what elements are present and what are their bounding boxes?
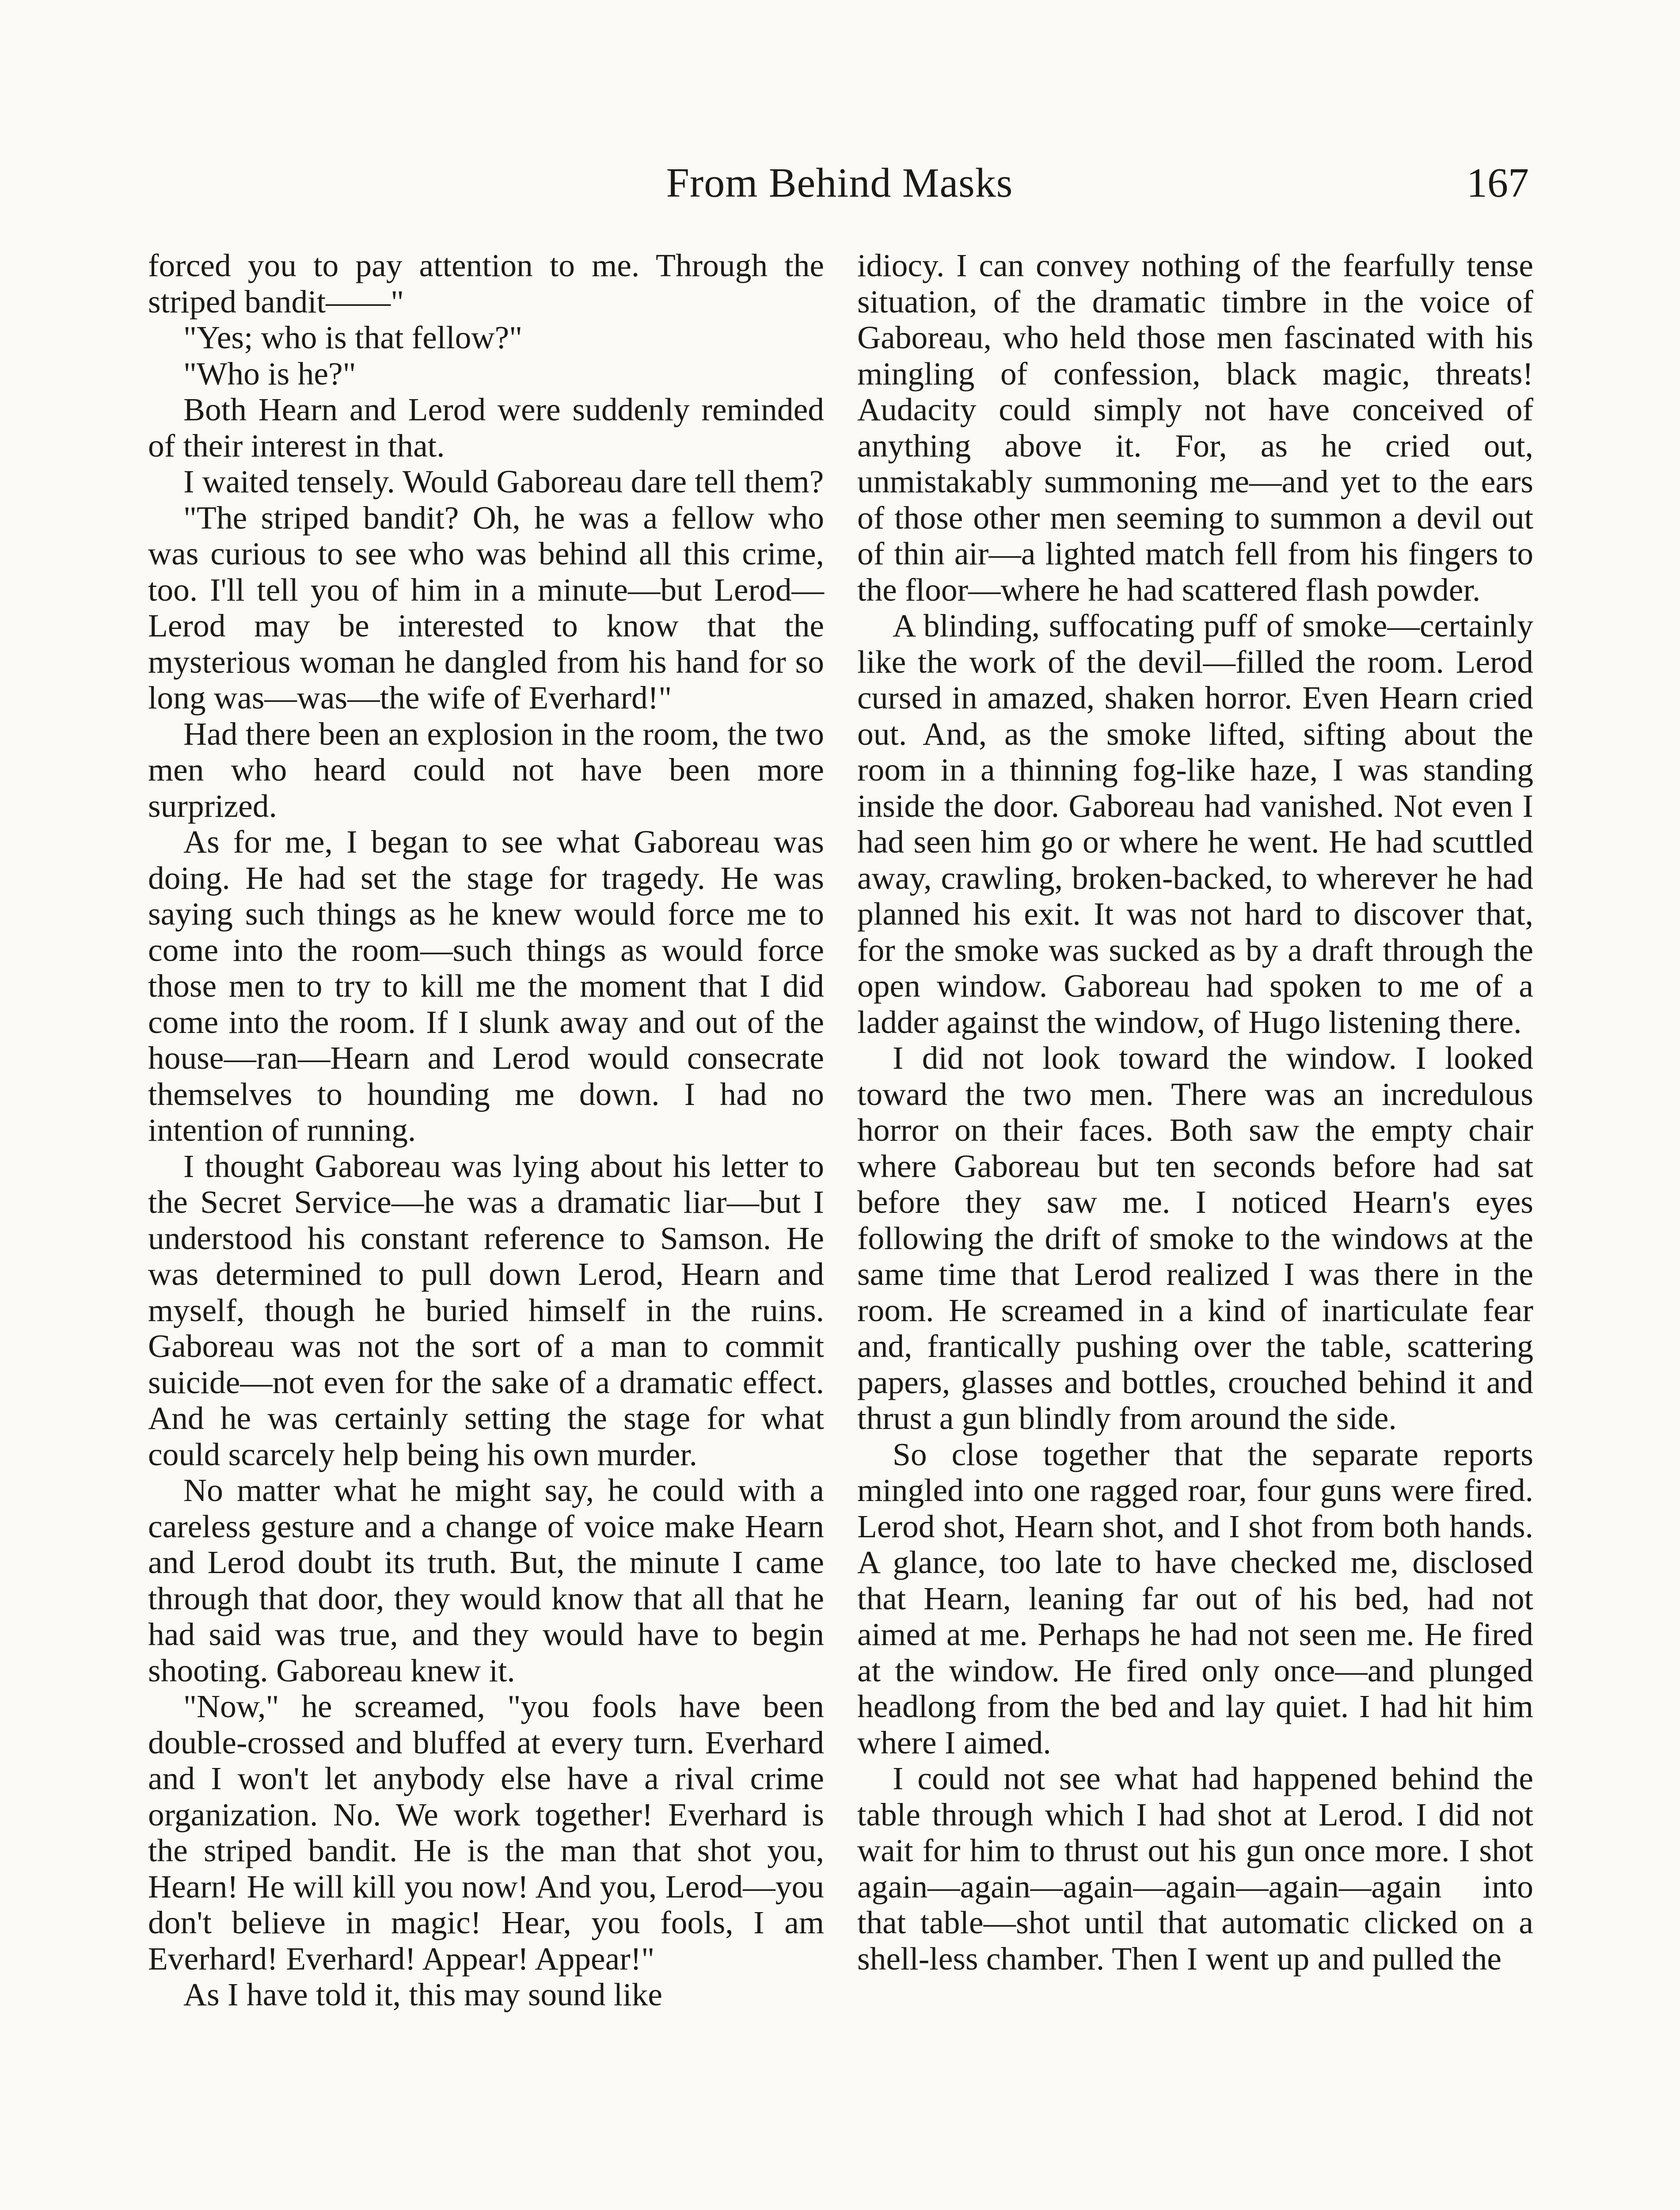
page-number: 167 (1467, 160, 1529, 206)
paragraph: Had there been an explosion in the room, the two men who heard could not have been more surprized. (148, 716, 824, 824)
paragraph: I waited tensely. Would Gaboreau dare tell them? (183, 464, 824, 499)
paragraph: I did not look toward the window. I looked toward the two men. There was an incredulous horror on their faces. Both saw the empty chair where Gaboreau but ten seconds before had sat before they saw me. I noticed Hearn's eyes following the drift of smoke to the windows at the same time that Lerod realized I was there in the room. He screamed in a kind of inarticulate fear and, frantically pushing over the table, scattering papers, glasses and bottles, crouched behind it and thrust a gun blindly from around the side. (857, 1040, 1533, 1436)
paragraph: A blinding, suffocating puff of smoke—certainly like the work of the devil—filled the room. Lerod cursed in amazed, shaken horror. Even Hearn cried out. And, as the smoke lifted, sifting about the room in a thinning fog-like haze, I was standing inside the door. Gaboreau had vanished. Not even I had seen him go or where he went. He had scuttled away, crawling, broken-backed, to wherever he had planned his exit. It was not hard to discover that, for the smoke was sucked as by a draft through the open window. Gaboreau had spoken to me of a ladder against the window, of Hugo listening there. (857, 608, 1533, 1040)
paragraph: "Who is he?" (183, 355, 356, 392)
paragraph: idiocy. I can convey nothing of the fearfully tense situation, of the dramatic timbre in the voice of Gaboreau, who held those men fascinated with his mingling of confession, black magic, threats! Audacity could simply not have conceived of anything above it. For, as he cried out, unmistakably summoning me—and yet to the ears of those other men seeming to summon a devil out of thin air—a lighted match fell from his fingers to the floor—where he had scattered flash powder. (857, 248, 1533, 608)
right-column (857, 248, 1533, 1977)
left-column (148, 248, 824, 2013)
paragraph: "The striped bandit? Oh, he was a fellow who was curious to see who was behind all this crime, too. I'll tell you of him in a minute—but Lerod—Lerod may be interested to know that the mysterious woman he dangled from his hand for so long was—was—the wife of Everhard!" (148, 499, 824, 716)
paragraph: I thought Gaboreau was lying about his letter to the Secret Service—he was a dramatic liar—but I understood his constant reference to Samson. He was determined to pull down Lerod, Hearn and myself, though he buried himself in the ruins. Gaboreau was not the sort of a man to commit suicide—not even for the sake of a dramatic effect. And he was certainly setting the stage for what could scarcely help being his own murder. (148, 1148, 824, 1472)
paragraph: No matter what he might say, he could with a careless gesture and a change of voice make Hearn and Lerod doubt its truth. But, the minute I came through that door, they would know that all that he had said was true, and they would have to begin shooting. Gaboreau knew it. (148, 1472, 824, 1688)
paragraph: "Yes; who is that fellow?" (183, 320, 523, 355)
paragraph: So close together that the separate reports mingled into one ragged roar, four guns were fired. Lerod shot, Hearn shot, and I shot from both hands. A glance, too late to have checked me, disclosed that Hearn, leaning far out of his bed, had not aimed at me. Perhaps he had not seen me. He fired at the window. He fired only once—and plunged headlong from the bed and lay quiet. I had hit him where I aimed. (857, 1436, 1533, 1760)
paragraph: "Now," he screamed, "you fools have been double-crossed and bluffed at every turn. Everhard and I won't let anybody else have a rival crime organization. No. We work together! Everhard is the striped bandit. He is the man that shot you, Hearn! He will kill you now! And you, Lerod—you don't believe in magic! Hear, you fools, I am Everhard! Everhard! Appear! Appear!" (148, 1688, 824, 1977)
paragraph: As I have told it, this may sound like (183, 1977, 663, 2012)
paragraph: As for me, I began to see what Gaboreau was doing. He had set the stage for tragedy. He was saying such things as he knew would force me to come into the room—such things as would force those men to try to kill me the moment that I did come into the room. If I slunk away and out of the house—ran—Hearn and Lerod would consecrate themselves to hounding me down. I had no intention of running. (148, 824, 824, 1148)
paragraph: forced you to pay attention to me. Through the striped bandit——" (148, 248, 824, 320)
paragraph: Both Hearn and Lerod were suddenly reminded of their interest in that. (148, 392, 824, 464)
page-header (150, 159, 1529, 225)
paragraph: I could not see what had happened behind the table through which I had shot at Lerod. I did not wait for him to thrust out his gun once more. I shot again—again—again—again—again—again into that table—shot until that automatic clicked on a shell-less chamber. Then I went up and pulled the (857, 1760, 1533, 1977)
running-head: From Behind Masks (666, 160, 1013, 206)
